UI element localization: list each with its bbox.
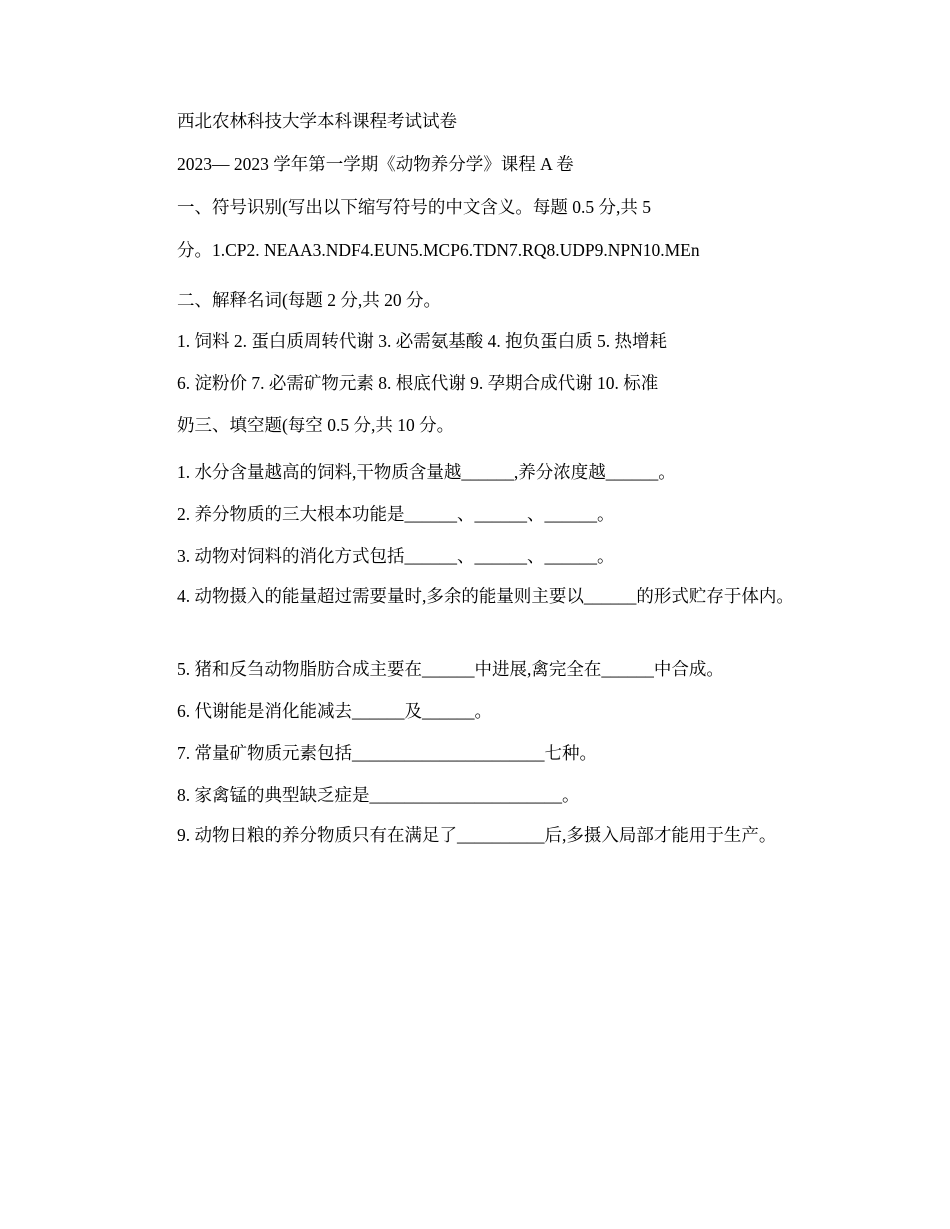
section2-heading: 二、解释名词(每题 2 分,共 20 分。: [177, 290, 441, 310]
question-1: 1. 水分含量越高的饲料,干物质含量越______,养分浓度越______。: [177, 462, 676, 482]
question-9: 9. 动物日粮的养分物质只有在满足了__________后,多摄入局部才能用于生产。: [177, 825, 777, 845]
question-3: 3. 动物对饲料的消化方式包括______、______、______。: [177, 546, 615, 566]
question-7: 7. 常量矿物质元素包括______________________七种。: [177, 743, 597, 763]
section1-items: 分。1.CP2. NEAA3.NDF4.EUN5.MCP6.TDN7.RQ8.UDP9.NPN10.MEn: [177, 240, 700, 260]
section2-items-line2: 6. 淀粉价 7. 必需矿物元素 8. 根底代谢 9. 孕期合成代谢 10. 标准: [177, 373, 659, 393]
question-8: 8. 家禽锰的典型缺乏症是______________________。: [177, 785, 580, 805]
course-line: 2023— 2023 学年第一学期《动物养分学》课程 A 卷: [177, 154, 574, 174]
question-6: 6. 代谢能是消化能减去______及______。: [177, 701, 492, 721]
question-4: 4. 动物摄入的能量超过需要量时,多余的能量则主要以______的形式贮存于体内。: [177, 586, 794, 606]
question-5: 5. 猪和反刍动物脂肪合成主要在______中进展,禽完全在______中合成。: [177, 659, 724, 679]
university-title: 西北农林科技大学本科课程考试试卷: [177, 111, 457, 131]
section2-items-line1: 1. 饲料 2. 蛋白质周转代谢 3. 必需氨基酸 4. 抱负蛋白质 5. 热增耗: [177, 331, 667, 351]
question-2: 2. 养分物质的三大根本功能是______、______、______。: [177, 504, 615, 524]
section1-heading: 一、符号识别(写出以下缩写符号的中文含义。每题 0.5 分,共 5: [177, 197, 651, 217]
section3-heading: 奶三、填空题(每空 0.5 分,共 10 分。: [177, 415, 455, 435]
